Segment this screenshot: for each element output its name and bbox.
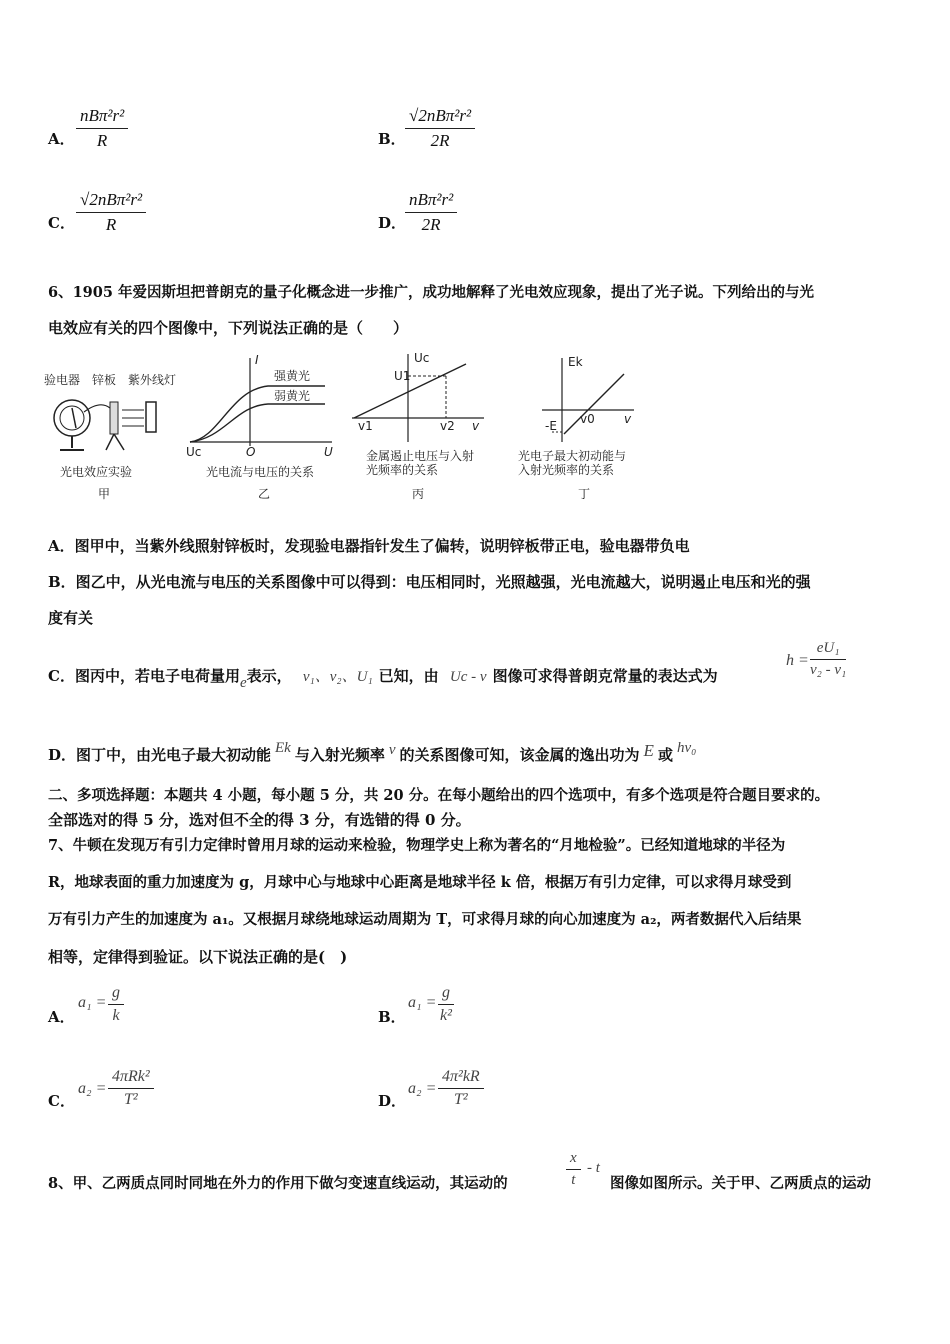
q6-option-c-vars: v₁、v₂、U₁ [302,669,373,685]
q5-option-a-formula [76,106,128,151]
fig-jia-label-uv-lamp: 紫外线灯 [128,373,177,387]
q6-option-d [48,738,696,765]
q6-option-d-text-c: 的关系图像可知，该金属的逸出功为 [399,746,640,764]
fig-jia-caption: 光电效应实验 [60,465,133,479]
fig-jia-label-zinc-plate: 锌板 [92,373,117,387]
q6-option-c-text-c: 已知，由 [378,667,439,685]
q8-fraction [566,1150,581,1189]
ding-v0: v0 [580,412,595,426]
bing-axis-uc: Uc [414,351,430,365]
q6-option-d-v: v [388,742,396,758]
fraction-denominator: R [96,131,108,150]
uv-lamp-icon [146,402,156,432]
electroscope-icon [54,400,90,436]
q6-stem-line1: 6、1905 年爱因斯坦把普朗克的量子化概念进一步推广，成功地解释了光电效应现象，提出了光子说。下列给出的与光 [48,284,814,301]
q8-text-b: 图像如图所示。关于甲、乙两质点的运动 [610,1175,871,1192]
q6-option-c-e: e [239,675,247,691]
fraction-denominator: 2R [430,131,450,150]
fig-ding-caption2: 入射光频率的关系 [518,463,615,477]
ding-v: v [624,412,632,426]
q7-line3: 万有引力产生的加速度为 a₁。又根据月球绕地球运动周期为 T，可求得月球的向心加速度为 a₂，两者数据代入后结果 [48,911,802,928]
fraction-numerator: nBπ²r² [405,190,457,213]
bing-v2: v2 [440,419,455,433]
q7-option-b-formula [438,984,454,1025]
ding-axis-ek: Ek [568,355,583,369]
plate-stand-right [114,434,124,450]
q6-option-c-formula [810,640,846,679]
q6-option-c-h: h = [786,652,809,669]
fig-ding-name: 丁 [578,487,591,501]
fraction-numerator: x [566,1150,581,1170]
ding-neg-e: -E [545,419,557,433]
q8-text-a: 8、甲、乙两质点同时同地在外力的作用下做匀变速直线运动，其运动的 [48,1175,508,1192]
fraction-denominator: T² [123,1091,138,1108]
q7-line4: 相等，定律得到验证。以下说法正确的是( ) [48,948,348,966]
fig-ding-caption1: 光电子最大初动能与 [518,449,627,463]
q7-option-a-lhs: a₁ = [78,994,107,1011]
q5-option-b-formula [405,106,475,151]
bing-v1: v1 [358,419,373,433]
q7-option-d-formula [438,1068,484,1109]
fraction-denominator: R [105,215,117,234]
fig-bing-name: 丙 [412,487,425,501]
q6-option-d-text-b: 与入射光频率 [294,746,385,764]
q8-t: - t [587,1160,600,1176]
q7-option-d-lhs: a₂ = [408,1080,437,1097]
fig-bing-caption1: 金属遏止电压与入射 [366,449,475,463]
fig-jia-label-electroscope: 验电器 [44,373,81,387]
q6-option-b-line1: B．图乙中，从光电流与电压的关系图像中可以得到：电压相同时，光照越强，光电流越大，说明遏止电压和光的强 [48,573,811,591]
fraction-denominator: k² [440,1007,452,1024]
q6-option-a: A．图甲中，当紫外线照射锌板时，发现验电器指针发生了偏转，说明锌板带正电，验电器带负电 [48,537,690,555]
figure-jia [44,372,176,501]
fig-jia-name: 甲 [98,487,111,501]
q6-option-d-text-d: 或 [657,746,673,764]
q5-option-a-label: A． [48,130,75,148]
q7-option-c-lhs: a₂ = [78,1080,107,1097]
fig-yi-caption: 光电流与电压的关系 [206,465,315,479]
plate-stand-left [106,434,114,450]
fraction-numerator: √2nBπ²r² [405,106,475,129]
q6-option-c [48,666,718,693]
yi-weak-label: 弱黄光 [274,389,311,403]
q6-option-c-text-a: C．图丙中，若电子电荷量用 [48,667,240,685]
q6-stem-line2: 电效应有关的四个图像中，下列说法正确的是（ ） [48,319,409,337]
yi-origin-label: O [246,445,256,459]
q7-line1: 7、牛顿在发现万有引力定律时曾用月球的运动来检验，物理学史上称为著名的“月地检验”。已经知道地球的半径为 [48,837,786,854]
fraction-denominator: k [112,1007,120,1024]
q6-option-d-text-a: D．图丁中，由光电子最大初动能 [48,746,272,764]
yi-u-label: U [324,445,333,459]
q5-option-d-label: D． [378,214,407,232]
fig-yi-name: 乙 [258,487,271,501]
q7-option-d-label: D． [378,1092,407,1110]
yi-uc-label: Uc [186,445,202,459]
figure-yi [186,353,333,501]
section2-line2: 全部选对的得 5 分，选对但不全的得 3 分，有选错的得 0 分。 [48,811,471,829]
q5-option-d-formula [405,190,457,235]
q7-line2: R，地球表面的重力加速度为 g，月球中心与地球中心距离是地球半径 k 倍，根据万有引力定律，可以求得月球受到 [48,874,792,891]
fig-bing-caption2: 光频率的关系 [366,463,439,477]
q7-option-c-label: C． [48,1092,75,1110]
fraction-denominator: v₂ - v₁ [810,662,847,678]
q6-option-d-hv: hv₀ [676,740,697,756]
q6-figures [40,350,650,510]
yi-axis-i: I [255,353,259,367]
zinc-plate-icon [110,402,118,434]
q7-option-a-formula [108,984,124,1025]
yi-strong-label: 强黄光 [274,369,311,383]
q6-option-c-text-b: 表示， [246,667,292,685]
q5-option-c-formula [76,190,146,235]
q6-option-d-ek: Ek [275,740,291,756]
q7-option-a-label: A． [48,1008,75,1026]
q5-option-c-label: C． [48,214,75,232]
section2-line1: 二、多项选择题：本题共 4 小题，每小题 5 分，共 20 分。在每小题给出的四个选项中，有多个选项是符合题目要求的。 [48,787,830,804]
fraction-numerator: 4πRk² [108,1068,154,1089]
q6-option-c-uv: Uc - v [449,669,487,685]
fraction-denominator: T² [453,1091,468,1108]
q7-option-b-label: B． [378,1008,406,1026]
fraction-numerator: g [108,984,124,1005]
fraction-numerator: nBπ²r² [76,106,128,129]
yi-weak-curve [190,404,325,442]
q5-option-b-label: B． [378,130,406,148]
q7-option-c-formula [108,1068,154,1109]
fraction-denominator: 2R [421,215,441,234]
bing-u1: U1 [394,369,411,383]
fraction-numerator: g [438,984,454,1005]
figure-ding [518,355,634,501]
fraction-numerator: √2nBπ²r² [76,190,146,213]
fraction-numerator: eU₁ [810,640,846,660]
q7-option-b-lhs: a₁ = [408,994,437,1011]
fraction-denominator: t [571,1172,576,1188]
q6-option-c-text-d: 图像可求得普朗克常量的表达式为 [492,667,718,685]
electroscope-needle [72,408,76,428]
bing-v: v [472,419,480,433]
fraction-numerator: 4π²kR [438,1068,484,1089]
q6-option-d-e: E [643,741,654,760]
q6-option-b-line2: 度有关 [48,609,94,627]
figure-bing [352,351,484,501]
